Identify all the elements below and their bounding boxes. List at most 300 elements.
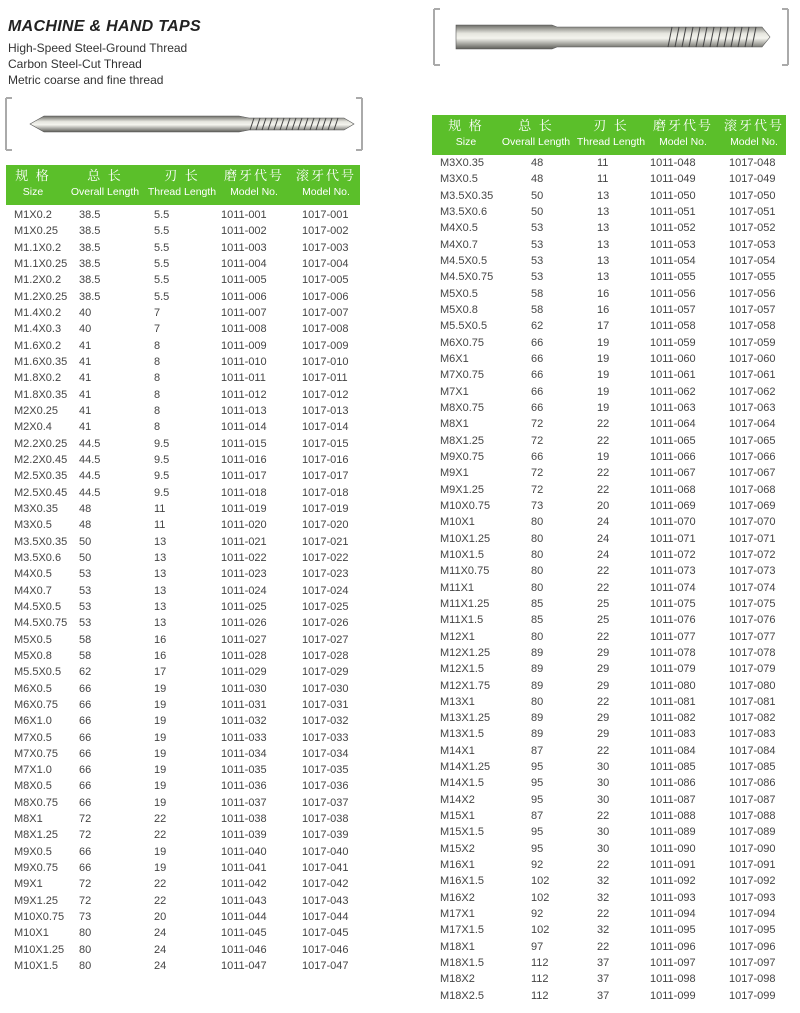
cell-overall-length: 85 [531, 597, 544, 610]
table-row [432, 401, 786, 417]
cell-overall-length: 38.5 [79, 274, 101, 287]
cell-rolled-model: 1017-054 [729, 254, 776, 267]
cell-size: M14X2 [440, 793, 475, 806]
cell-overall-length: 95 [531, 842, 544, 855]
cell-size: M10X1.25 [440, 532, 491, 545]
cell-size: M10X1 [14, 927, 49, 940]
cell-overall-length: 72 [79, 813, 92, 826]
table-row [432, 776, 786, 792]
cell-ground-model: 1011-089 [650, 826, 696, 839]
cell-thread-length: 9.5 [154, 470, 170, 483]
cell-ground-model: 1011-080 [650, 679, 696, 692]
table-row [432, 711, 786, 727]
cell-rolled-model: 1017-031 [302, 698, 349, 711]
cell-thread-length: 19 [597, 450, 610, 463]
table-row [6, 355, 360, 371]
cell-size: M6X0.75 [14, 698, 59, 711]
cell-overall-length: 53 [531, 238, 544, 251]
cell-rolled-model: 1017-013 [302, 404, 349, 417]
cell-rolled-model: 1017-096 [729, 940, 776, 953]
table-row [6, 486, 360, 502]
cell-ground-model: 1011-059 [650, 336, 696, 349]
cell-rolled-model: 1017-067 [729, 467, 776, 480]
cell-overall-length: 44.5 [79, 437, 101, 450]
cell-overall-length: 72 [79, 829, 92, 842]
cell-thread-length: 13 [597, 254, 610, 267]
table-row [6, 682, 360, 698]
cell-rolled-model: 1017-088 [729, 810, 776, 823]
table-row [6, 665, 360, 681]
table-row [6, 208, 360, 224]
cell-thread-length: 9.5 [154, 453, 170, 466]
cell-ground-model: 1011-056 [650, 287, 696, 300]
cell-rolled-model: 1017-060 [729, 352, 776, 365]
table-header-left [6, 165, 360, 205]
table-row [6, 796, 360, 812]
table-row [432, 613, 786, 629]
table-row [432, 156, 786, 172]
table-row [6, 910, 360, 926]
cell-size: M10X1.5 [440, 548, 485, 561]
cell-overall-length: 53 [531, 222, 544, 235]
cell-rolled-model: 1017-072 [729, 548, 776, 561]
cell-overall-length: 41 [79, 339, 92, 352]
cell-size: M4X0.7 [440, 238, 478, 251]
cell-ground-model: 1011-071 [650, 532, 696, 545]
cell-thread-length: 22 [597, 810, 610, 823]
cell-rolled-model: 1017-075 [729, 597, 776, 610]
table-row [432, 564, 786, 580]
cell-ground-model: 1011-079 [650, 663, 696, 676]
cell-thread-length: 24 [154, 943, 167, 956]
cell-overall-length: 73 [531, 499, 544, 512]
cell-size: M4.5X0.75 [14, 617, 68, 630]
table-row [432, 205, 786, 221]
cell-rolled-model: 1017-034 [302, 747, 349, 760]
table-row [432, 270, 786, 286]
table-row [6, 633, 360, 649]
cell-size: M12X1 [440, 630, 475, 643]
cell-size: M1.2X0.2 [14, 274, 62, 287]
cell-overall-length: 112 [531, 957, 549, 970]
cell-ground-model: 1011-062 [650, 385, 696, 398]
table-row [6, 257, 360, 273]
table-row [432, 352, 786, 368]
cell-overall-length: 80 [79, 943, 92, 956]
cell-ground-model: 1011-072 [650, 548, 696, 561]
cell-thread-length: 19 [154, 862, 167, 875]
cell-ground-model: 1011-096 [650, 940, 696, 953]
cell-thread-length: 37 [597, 957, 610, 970]
cell-overall-length: 66 [79, 715, 92, 728]
cell-rolled-model: 1017-078 [729, 646, 776, 659]
cell-ground-model: 1011-082 [650, 712, 696, 725]
cell-ground-model: 1011-043 [221, 894, 267, 907]
table-row [6, 469, 360, 485]
cell-overall-length: 80 [531, 565, 544, 578]
cell-size: M10X0.75 [14, 911, 65, 924]
cell-rolled-model: 1017-089 [729, 826, 776, 839]
cell-thread-length: 13 [597, 222, 610, 235]
cell-overall-length: 66 [79, 780, 92, 793]
cell-overall-length: 80 [531, 581, 544, 594]
header-rolled-model: 滚牙代号 Model No. [295, 168, 356, 198]
cell-ground-model: 1011-065 [650, 434, 696, 447]
cell-rolled-model: 1017-065 [729, 434, 776, 447]
cell-ground-model: 1011-024 [221, 584, 267, 597]
cell-overall-length: 41 [79, 421, 92, 434]
table-row [432, 940, 786, 956]
table-row [432, 809, 786, 825]
cell-size: M17X1 [440, 908, 475, 921]
table-row [6, 339, 360, 355]
cell-overall-length: 87 [531, 810, 544, 823]
cell-rolled-model: 1017-002 [302, 225, 349, 238]
cell-size: M16X2 [440, 891, 475, 904]
cell-rolled-model: 1017-069 [729, 499, 776, 512]
cell-overall-length: 66 [531, 450, 544, 463]
cell-size: M1.8X0.35 [14, 388, 68, 401]
cell-overall-length: 58 [79, 649, 92, 662]
cell-rolled-model: 1017-024 [302, 584, 349, 597]
cell-ground-model: 1011-008 [221, 323, 267, 336]
table-row [6, 616, 360, 632]
cell-overall-length: 48 [531, 173, 544, 186]
cell-size: M6X0.5 [14, 682, 52, 695]
cell-ground-model: 1011-066 [650, 450, 696, 463]
cell-rolled-model: 1017-021 [302, 535, 349, 548]
table-row [6, 731, 360, 747]
cell-overall-length: 58 [531, 287, 544, 300]
cell-thread-length: 29 [597, 663, 610, 676]
table-row [432, 336, 786, 352]
cell-ground-model: 1011-034 [221, 747, 267, 760]
cell-ground-model: 1011-050 [650, 189, 696, 202]
cell-overall-length: 89 [531, 728, 544, 741]
cell-size: M1.1X0.2 [14, 241, 62, 254]
cell-rolled-model: 1017-098 [729, 973, 776, 986]
cell-ground-model: 1011-013 [221, 404, 267, 417]
table-row [6, 453, 360, 469]
cell-thread-length: 22 [597, 467, 610, 480]
cell-size: M7X1 [440, 385, 469, 398]
cell-overall-length: 80 [531, 695, 544, 708]
cell-ground-model: 1011-006 [221, 290, 267, 303]
table-row [6, 714, 360, 730]
cell-thread-length: 19 [154, 698, 167, 711]
cell-rolled-model: 1017-058 [729, 320, 776, 333]
cell-thread-length: 9.5 [154, 437, 170, 450]
cell-size: M8X1 [14, 813, 43, 826]
cell-size: M4X0.7 [14, 584, 52, 597]
cell-size: M10X0.75 [440, 499, 491, 512]
cell-size: M8X1 [440, 418, 469, 431]
cell-thread-length: 24 [154, 927, 167, 940]
cell-size: M6X1.0 [14, 715, 52, 728]
table-row [6, 649, 360, 665]
cell-overall-length: 80 [531, 548, 544, 561]
cell-size: M3X0.35 [440, 157, 485, 169]
cell-size: M8X0.75 [14, 796, 59, 809]
cell-ground-model: 1011-075 [650, 597, 696, 610]
cell-thread-length: 22 [154, 829, 167, 842]
subtitle-line-1: High-Speed Steel-Ground Thread [8, 41, 188, 55]
cell-size: M13X1.25 [440, 712, 491, 725]
cell-rolled-model: 1017-037 [302, 796, 349, 809]
cell-overall-length: 66 [79, 845, 92, 858]
cell-rolled-model: 1017-074 [729, 581, 776, 594]
cell-ground-model: 1011-009 [221, 339, 267, 352]
cell-ground-model: 1011-003 [221, 241, 267, 254]
cell-overall-length: 44.5 [79, 486, 101, 499]
cell-ground-model: 1011-092 [650, 875, 696, 888]
cell-rolled-model: 1017-016 [302, 453, 349, 466]
cell-thread-length: 17 [597, 320, 610, 333]
table-row [6, 959, 360, 975]
table-row [432, 319, 786, 335]
cell-ground-model: 1011-041 [221, 862, 267, 875]
cell-overall-length: 66 [79, 682, 92, 695]
cell-rolled-model: 1017-051 [729, 205, 776, 218]
cell-thread-length: 30 [597, 777, 610, 790]
cell-thread-length: 37 [597, 973, 610, 986]
table-row [432, 695, 786, 711]
cell-ground-model: 1011-090 [650, 842, 696, 855]
cell-rolled-model: 1017-052 [729, 222, 776, 235]
cell-overall-length: 112 [531, 989, 549, 1002]
table-row [6, 551, 360, 567]
cell-size: M3X0.35 [14, 502, 59, 515]
table-row [432, 923, 786, 939]
table-row [432, 254, 786, 270]
cell-rolled-model: 1017-032 [302, 715, 349, 728]
cell-ground-model: 1011-093 [650, 891, 696, 904]
cell-ground-model: 1011-048 [650, 157, 696, 169]
cell-ground-model: 1011-038 [221, 813, 267, 826]
cell-ground-model: 1011-094 [650, 908, 696, 921]
cell-ground-model: 1011-057 [650, 303, 696, 316]
cell-rolled-model: 1017-048 [729, 157, 776, 169]
cell-size: M5X0.5 [14, 633, 52, 646]
cell-size: M7X0.75 [14, 747, 59, 760]
cell-thread-length: 24 [154, 960, 167, 973]
header-overall-length: 总 长 Overall Length [70, 168, 140, 198]
cell-size: M12X1.25 [440, 646, 491, 659]
cell-size: M1.4X0.3 [14, 323, 62, 336]
cell-overall-length: 80 [531, 516, 544, 529]
right-table-body [432, 155, 786, 1005]
cell-size: M5.5X0.5 [440, 320, 488, 333]
cell-ground-model: 1011-001 [221, 209, 267, 221]
table-row [432, 727, 786, 743]
cell-size: M13X1 [440, 695, 475, 708]
cell-ground-model: 1011-011 [221, 372, 266, 385]
cell-rolled-model: 1017-083 [729, 728, 776, 741]
cell-overall-length: 40 [79, 306, 92, 319]
cell-thread-length: 22 [597, 483, 610, 496]
cell-size: M5X0.8 [14, 649, 52, 662]
cell-ground-model: 1011-044 [221, 911, 267, 924]
cell-size: M1X0.2 [14, 209, 52, 221]
cell-overall-length: 66 [79, 731, 92, 744]
cell-size: M7X1.0 [14, 764, 52, 777]
cell-thread-length: 19 [154, 682, 167, 695]
cell-overall-length: 72 [531, 418, 544, 431]
cell-ground-model: 1011-017 [221, 470, 267, 483]
cell-ground-model: 1011-033 [221, 731, 267, 744]
cell-thread-length: 17 [154, 666, 167, 679]
table-row [432, 548, 786, 564]
cell-size: M5X0.8 [440, 303, 478, 316]
header-overall-length: 总 长 Overall Length [501, 118, 571, 148]
cell-thread-length: 22 [597, 859, 610, 872]
cell-size: M1X0.25 [14, 225, 59, 238]
cell-size: M8X1.25 [14, 829, 59, 842]
table-row [432, 172, 786, 188]
header-thread-length: 刃 长 Thread Length [147, 168, 217, 198]
cell-thread-length: 16 [154, 649, 167, 662]
cell-rolled-model: 1017-043 [302, 894, 349, 907]
subtitle-line-2: Carbon Steel-Cut Thread [8, 57, 142, 71]
cell-overall-length: 80 [79, 960, 92, 973]
cell-ground-model: 1011-018 [221, 486, 267, 499]
table-row [432, 303, 786, 319]
cell-rolled-model: 1017-080 [729, 679, 776, 692]
cell-thread-length: 13 [154, 584, 167, 597]
table-row [432, 515, 786, 531]
cell-thread-length: 5.5 [154, 241, 170, 254]
left-table-body [6, 205, 360, 975]
cell-overall-length: 50 [79, 551, 92, 564]
cell-rolled-model: 1017-081 [729, 695, 776, 708]
cell-rolled-model: 1017-056 [729, 287, 776, 300]
cell-overall-length: 72 [79, 878, 92, 891]
cell-size: M9X1 [14, 878, 43, 891]
cell-thread-length: 13 [154, 568, 167, 581]
cell-overall-length: 53 [79, 584, 92, 597]
cell-overall-length: 95 [531, 761, 544, 774]
cell-size: M10X1.5 [14, 960, 59, 973]
cell-size: M2.2X0.25 [14, 437, 68, 450]
cell-rolled-model: 1017-076 [729, 614, 776, 627]
cell-size: M14X1 [440, 744, 475, 757]
cell-thread-length: 7 [154, 306, 161, 319]
cell-thread-length: 8 [154, 388, 161, 401]
cell-thread-length: 19 [597, 336, 610, 349]
cell-rolled-model: 1017-063 [729, 401, 776, 414]
cell-rolled-model: 1017-001 [302, 209, 349, 221]
cell-thread-length: 29 [597, 728, 610, 741]
cell-rolled-model: 1017-010 [302, 355, 349, 368]
cell-overall-length: 92 [531, 859, 544, 872]
table-row [6, 600, 360, 616]
cell-size: M4.5X0.75 [440, 271, 494, 284]
table-row [6, 518, 360, 534]
cell-ground-model: 1011-023 [221, 568, 267, 581]
cell-thread-length: 22 [597, 940, 610, 953]
cell-rolled-model: 1017-047 [302, 960, 349, 973]
cell-thread-length: 30 [597, 826, 610, 839]
cell-ground-model: 1011-042 [221, 878, 267, 891]
cell-rolled-model: 1017-022 [302, 551, 349, 564]
cell-thread-length: 32 [597, 924, 610, 937]
table-row [6, 747, 360, 763]
cell-size: M14X1.5 [440, 777, 485, 790]
cell-rolled-model: 1017-053 [729, 238, 776, 251]
cell-ground-model: 1011-037 [221, 796, 267, 809]
cell-thread-length: 13 [597, 205, 610, 218]
cell-size: M15X1.5 [440, 826, 485, 839]
cell-thread-length: 8 [154, 404, 161, 417]
cell-ground-model: 1011-081 [650, 695, 696, 708]
cell-thread-length: 20 [154, 911, 167, 924]
cell-size: M3X0.5 [14, 519, 52, 532]
cell-ground-model: 1011-021 [221, 535, 267, 548]
cell-overall-length: 50 [531, 205, 544, 218]
tap-image-left [4, 96, 366, 154]
cell-overall-length: 95 [531, 826, 544, 839]
cell-rolled-model: 1017-004 [302, 257, 349, 270]
table-row [6, 812, 360, 828]
cell-overall-length: 112 [531, 973, 549, 986]
cell-overall-length: 66 [531, 369, 544, 382]
cell-rolled-model: 1017-062 [729, 385, 776, 398]
table-row [432, 646, 786, 662]
cell-thread-length: 25 [597, 597, 610, 610]
cell-ground-model: 1011-064 [650, 418, 696, 431]
table-row [432, 287, 786, 303]
cell-thread-length: 5.5 [154, 257, 170, 270]
cell-thread-length: 24 [597, 548, 610, 561]
table-row [432, 221, 786, 237]
cell-thread-length: 25 [597, 614, 610, 627]
cell-ground-model: 1011-086 [650, 777, 696, 790]
table-row [6, 535, 360, 551]
cell-size: M18X2.5 [440, 989, 485, 1002]
cell-rolled-model: 1017-003 [302, 241, 349, 254]
cell-rolled-model: 1017-039 [302, 829, 349, 842]
cell-thread-length: 8 [154, 339, 161, 352]
cell-thread-length: 32 [597, 875, 610, 888]
cell-rolled-model: 1017-095 [729, 924, 776, 937]
cell-overall-length: 66 [79, 764, 92, 777]
cell-size: M11X1.5 [440, 614, 484, 627]
cell-thread-length: 19 [597, 401, 610, 414]
cell-overall-length: 97 [531, 940, 544, 953]
cell-overall-length: 102 [531, 891, 550, 904]
cell-overall-length: 66 [79, 862, 92, 875]
table-row [6, 388, 360, 404]
cell-thread-length: 7 [154, 323, 161, 336]
cell-thread-length: 9.5 [154, 486, 170, 499]
cell-size: M3.5X0.35 [14, 535, 68, 548]
table-row [432, 842, 786, 858]
cell-thread-length: 30 [597, 761, 610, 774]
cell-overall-length: 38.5 [79, 241, 101, 254]
cell-thread-length: 19 [154, 731, 167, 744]
cell-overall-length: 92 [531, 908, 544, 921]
table-row [432, 858, 786, 874]
cell-thread-length: 24 [597, 532, 610, 545]
cell-size: M13X1.5 [440, 728, 485, 741]
cell-overall-length: 50 [79, 535, 92, 548]
cell-thread-length: 19 [154, 747, 167, 760]
cell-ground-model: 1011-019 [221, 502, 267, 515]
cell-ground-model: 1011-054 [650, 254, 696, 267]
cell-overall-length: 53 [79, 600, 92, 613]
cell-size: M16X1.5 [440, 875, 485, 888]
cell-thread-length: 19 [154, 715, 167, 728]
